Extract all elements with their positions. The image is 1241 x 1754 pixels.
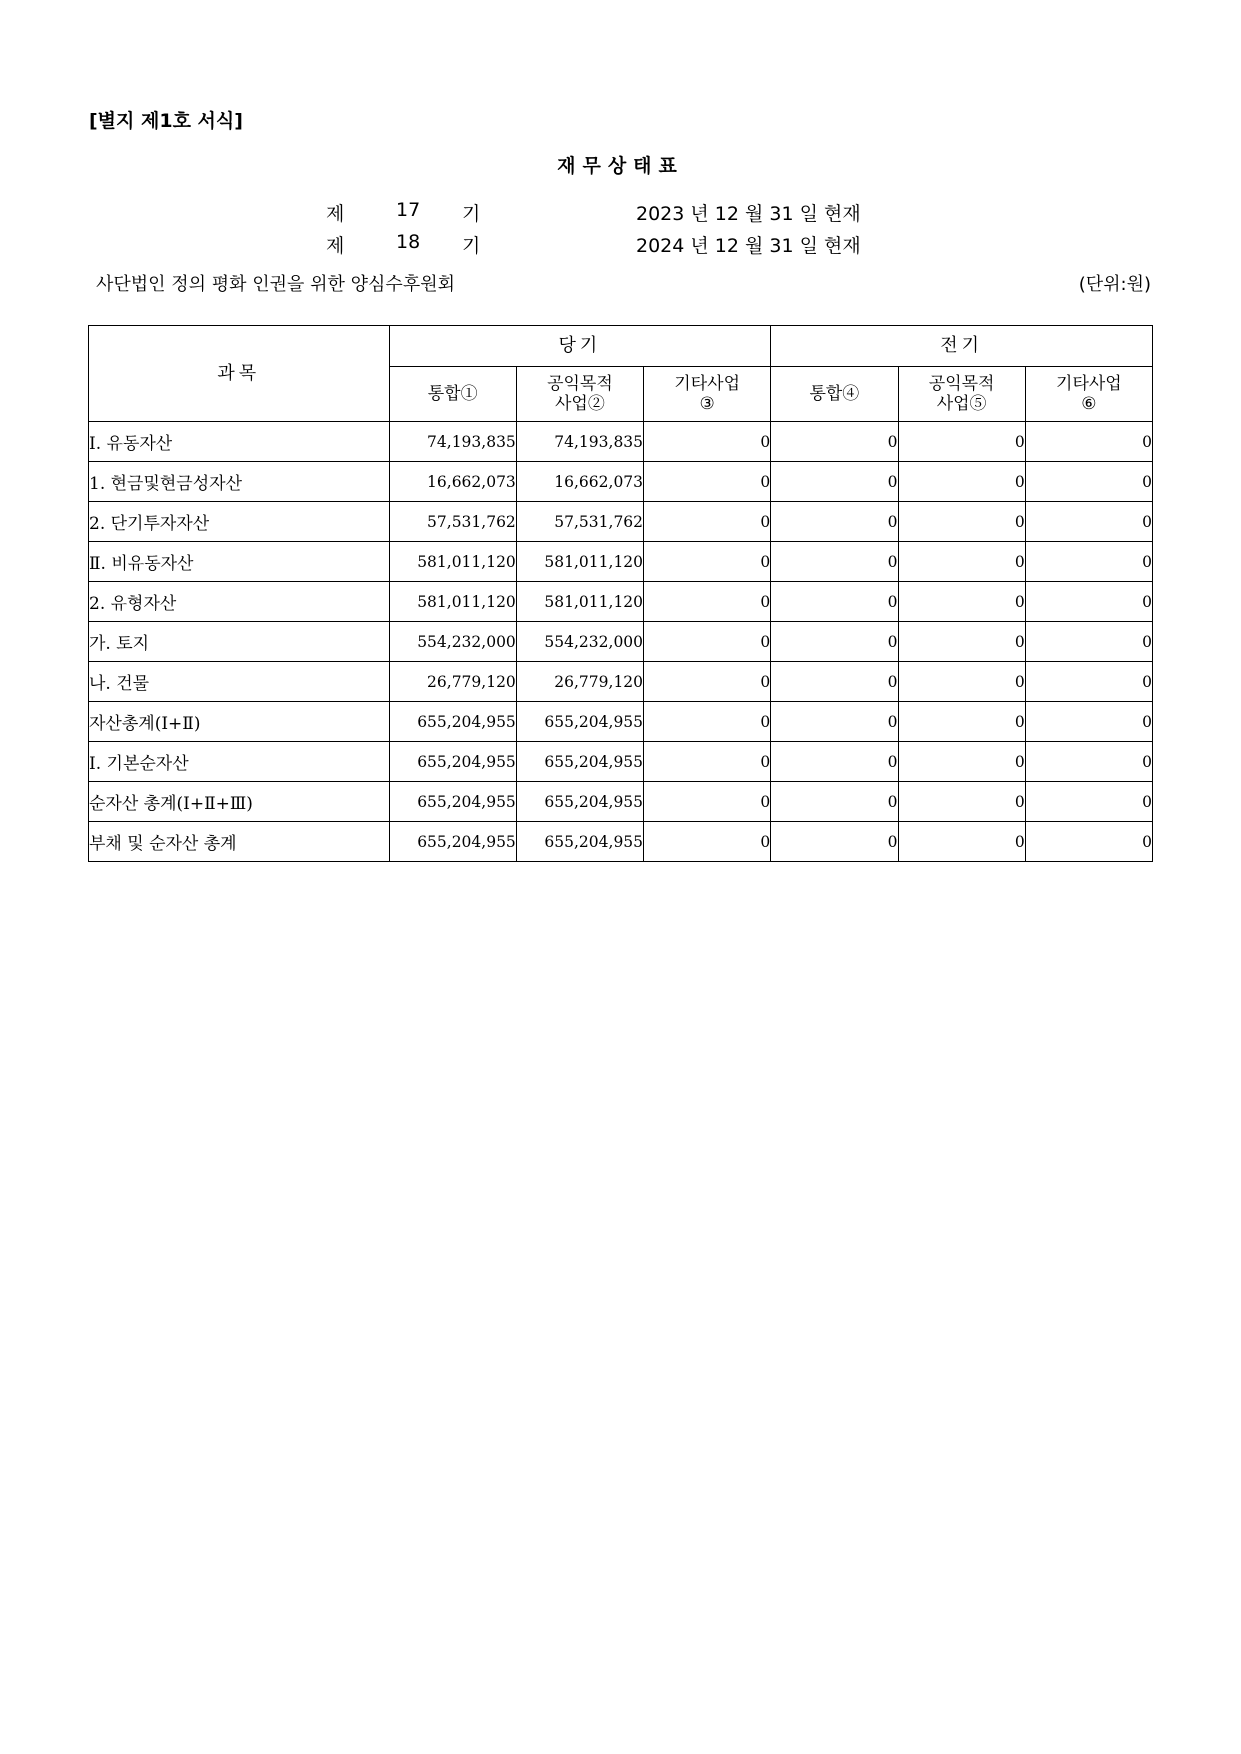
column-header: 통합④	[771, 367, 898, 422]
row-label: 1. 현금및현금성자산	[89, 462, 390, 502]
amount-cell: 581,011,120	[516, 542, 643, 582]
table-row	[89, 782, 1153, 822]
period-je: 제	[326, 235, 345, 257]
table-row	[89, 742, 1153, 782]
amount-cell: 0	[644, 742, 771, 782]
table-row	[89, 662, 1153, 702]
amount-cell: 0	[1025, 582, 1152, 622]
amount-cell: 0	[644, 662, 771, 702]
amount-cell: 0	[1025, 462, 1152, 502]
amount-cell: 0	[898, 702, 1025, 742]
previous-period-header: 전기	[771, 326, 1153, 367]
table-row	[89, 702, 1153, 742]
amount-cell: 655,204,955	[516, 782, 643, 822]
amount-cell: 74,193,835	[516, 422, 643, 462]
amount-cell: 0	[771, 702, 898, 742]
amount-cell: 655,204,955	[516, 742, 643, 782]
amount-cell: 0	[771, 622, 898, 662]
current-period-header: 당기	[389, 326, 771, 367]
amount-cell: 655,204,955	[516, 822, 643, 862]
amount-cell: 57,531,762	[516, 502, 643, 542]
period-date: 2024 년 12 월 31 일 현재	[636, 235, 861, 257]
amount-cell: 16,662,073	[516, 462, 643, 502]
amount-cell: 0	[1025, 502, 1152, 542]
amount-cell: 655,204,955	[389, 822, 516, 862]
amount-cell: 0	[1025, 822, 1152, 862]
amount-cell: 554,232,000	[389, 622, 516, 662]
amount-cell: 655,204,955	[389, 742, 516, 782]
period-gi: 기	[462, 203, 481, 225]
amount-cell: 0	[771, 422, 898, 462]
subject-header: 과목	[89, 326, 390, 422]
amount-cell: 0	[644, 542, 771, 582]
column-header: 기타사업 ⑥	[1025, 367, 1152, 422]
column-header: 공익목적 사업⑤	[898, 367, 1025, 422]
table-row	[89, 582, 1153, 622]
amount-cell: 0	[1025, 622, 1152, 662]
amount-cell: 0	[898, 742, 1025, 782]
amount-cell: 0	[1025, 542, 1152, 582]
amount-cell: 0	[771, 502, 898, 542]
amount-cell: 0	[644, 502, 771, 542]
amount-cell: 0	[898, 782, 1025, 822]
table-row	[89, 462, 1153, 502]
amount-cell: 0	[644, 422, 771, 462]
amount-cell: 0	[644, 582, 771, 622]
amount-cell: 0	[771, 822, 898, 862]
period-number: 17	[396, 199, 421, 221]
amount-cell: 0	[898, 622, 1025, 662]
amount-cell: 0	[1025, 702, 1152, 742]
row-label: 자산총계(Ⅰ+Ⅱ)	[89, 702, 390, 742]
amount-cell: 581,011,120	[516, 582, 643, 622]
amount-cell: 0	[898, 542, 1025, 582]
amount-cell: 581,011,120	[389, 542, 516, 582]
row-label: 2. 단기투자자산	[89, 502, 390, 542]
amount-cell: 0	[644, 622, 771, 662]
column-header: 통합①	[389, 367, 516, 422]
amount-cell: 0	[898, 582, 1025, 622]
amount-cell: 16,662,073	[389, 462, 516, 502]
row-label: 부채 및 순자산 총계	[89, 822, 390, 862]
amount-cell: 655,204,955	[389, 782, 516, 822]
organization-name: 사단법인 정의 평화 인권을 위한 양심수후원회	[96, 274, 455, 295]
table-row	[89, 822, 1153, 862]
amount-cell: 0	[898, 822, 1025, 862]
amount-cell: 554,232,000	[516, 622, 643, 662]
amount-cell: 0	[771, 782, 898, 822]
row-label: 가. 토지	[89, 622, 390, 662]
amount-cell: 0	[771, 462, 898, 502]
balance-sheet-table	[88, 325, 1153, 862]
table-row	[89, 422, 1153, 462]
column-header: 기타사업 ③	[644, 367, 771, 422]
amount-cell: 0	[771, 662, 898, 702]
amount-cell: 0	[771, 582, 898, 622]
amount-cell: 0	[898, 462, 1025, 502]
amount-cell: 26,779,120	[516, 662, 643, 702]
form-label: [별지 제1호 서식]	[89, 110, 243, 132]
amount-cell: 0	[898, 422, 1025, 462]
amount-cell: 0	[644, 702, 771, 742]
amount-cell: 74,193,835	[389, 422, 516, 462]
amount-cell: 655,204,955	[516, 702, 643, 742]
row-label: 2. 유형자산	[89, 582, 390, 622]
amount-cell: 26,779,120	[389, 662, 516, 702]
amount-cell: 0	[1025, 422, 1152, 462]
table-row	[89, 502, 1153, 542]
period-je: 제	[326, 203, 345, 225]
amount-cell: 0	[771, 542, 898, 582]
amount-cell: 0	[644, 462, 771, 502]
row-label: Ⅰ. 유동자산	[89, 422, 390, 462]
amount-cell: 0	[1025, 782, 1152, 822]
amount-cell: 57,531,762	[389, 502, 516, 542]
document-title: 재무상태표	[557, 155, 684, 177]
table-row	[89, 542, 1153, 582]
period-number: 18	[396, 231, 421, 253]
row-label: 나. 건물	[89, 662, 390, 702]
amount-cell: 0	[1025, 742, 1152, 782]
amount-cell: 0	[644, 782, 771, 822]
row-label: Ⅰ. 기본순자산	[89, 742, 390, 782]
amount-cell: 581,011,120	[389, 582, 516, 622]
amount-cell: 655,204,955	[389, 702, 516, 742]
amount-cell: 0	[898, 662, 1025, 702]
period-date: 2023 년 12 월 31 일 현재	[636, 203, 861, 225]
row-label: 순자산 총계(Ⅰ+Ⅱ+Ⅲ)	[89, 782, 390, 822]
amount-cell: 0	[644, 822, 771, 862]
unit-label: (단위:원)	[1078, 274, 1151, 295]
amount-cell: 0	[1025, 662, 1152, 702]
table-row	[89, 622, 1153, 662]
period-gi: 기	[462, 235, 481, 257]
amount-cell: 0	[898, 502, 1025, 542]
amount-cell: 0	[771, 742, 898, 782]
column-header: 공익목적 사업②	[516, 367, 643, 422]
row-label: Ⅱ. 비유동자산	[89, 542, 390, 582]
